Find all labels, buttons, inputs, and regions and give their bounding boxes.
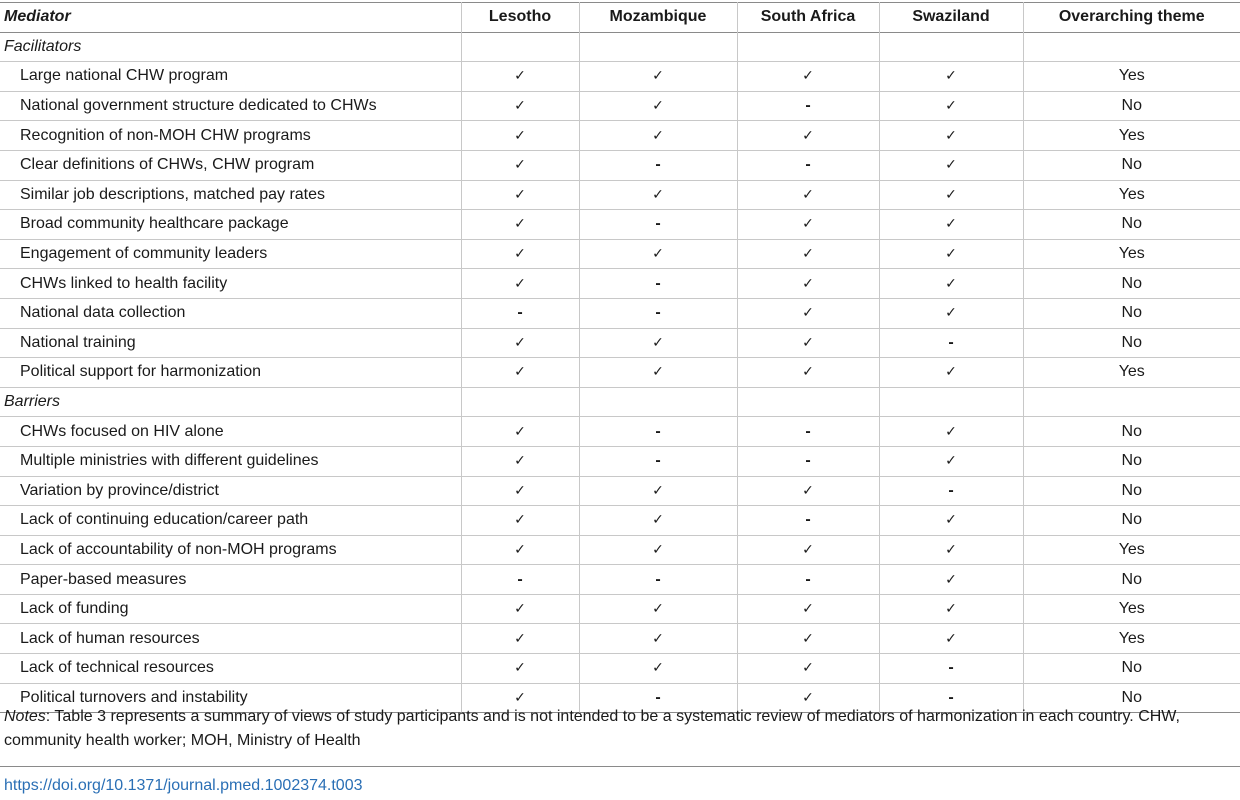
check-icon: ✓	[652, 127, 664, 144]
country-cell	[579, 446, 737, 476]
country-cell	[737, 417, 879, 447]
theme-value: Yes	[1118, 540, 1145, 558]
check-icon: ✓	[945, 364, 957, 381]
country-cell	[579, 210, 737, 240]
theme-value: No	[1121, 304, 1142, 322]
mediator-name: Lack of technical resources	[20, 659, 214, 677]
country-cell	[579, 121, 737, 151]
column-header: South Africa	[737, 3, 879, 33]
theme-value: No	[1121, 156, 1142, 174]
check-icon: ✓	[802, 186, 814, 203]
check-icon: ✓	[514, 68, 526, 85]
country-cell	[737, 269, 879, 299]
country-cell	[737, 180, 879, 210]
country-cell	[737, 624, 879, 654]
country-cell	[579, 358, 737, 388]
column-header: Swaziland	[879, 3, 1023, 33]
country-cell	[461, 565, 579, 595]
check-icon: ✓	[514, 186, 526, 203]
check-icon: ✓	[514, 157, 526, 174]
country-cell	[879, 476, 1023, 506]
country-cell	[737, 476, 879, 506]
table-row	[0, 269, 1240, 299]
dash-mark: -	[948, 688, 954, 706]
check-icon: ✓	[945, 186, 957, 203]
country-cell	[579, 594, 737, 624]
country-cell	[879, 91, 1023, 121]
check-icon: ✓	[945, 541, 957, 558]
check-icon: ✓	[802, 689, 814, 706]
theme-cell	[1023, 210, 1240, 240]
column-header: Mozambique	[579, 3, 737, 33]
check-icon: ✓	[945, 98, 957, 115]
check-icon: ✓	[802, 275, 814, 292]
country-cell	[579, 654, 737, 684]
theme-value: Yes	[1118, 600, 1145, 618]
dash-mark: -	[655, 156, 661, 174]
check-icon: ✓	[652, 630, 664, 647]
country-cell	[461, 417, 579, 447]
empty-cell	[737, 387, 879, 417]
country-cell	[879, 594, 1023, 624]
theme-cell	[1023, 358, 1240, 388]
theme-cell	[1023, 624, 1240, 654]
check-icon: ✓	[802, 246, 814, 263]
country-cell	[879, 624, 1023, 654]
mediator-name: Variation by province/district	[20, 481, 219, 499]
theme-cell	[1023, 328, 1240, 358]
country-cell	[579, 624, 737, 654]
country-cell	[879, 446, 1023, 476]
check-icon: ✓	[802, 216, 814, 233]
check-icon: ✓	[652, 246, 664, 263]
check-icon: ✓	[514, 275, 526, 292]
mediator-name: Lack of continuing education/career path	[20, 511, 309, 529]
check-icon: ✓	[514, 660, 526, 677]
check-icon: ✓	[652, 186, 664, 203]
table-row	[0, 654, 1240, 684]
check-icon: ✓	[945, 453, 957, 470]
table-notes	[4, 705, 1230, 753]
check-icon: ✓	[514, 453, 526, 470]
check-icon: ✓	[945, 630, 957, 647]
table-row	[0, 446, 1240, 476]
country-cell	[879, 150, 1023, 180]
check-icon: ✓	[652, 98, 664, 115]
theme-cell	[1023, 535, 1240, 565]
country-cell	[579, 535, 737, 565]
country-cell	[879, 269, 1023, 299]
country-cell	[879, 565, 1023, 595]
theme-cell	[1023, 121, 1240, 151]
dash-mark: -	[948, 659, 954, 677]
country-cell	[737, 565, 879, 595]
country-cell	[737, 150, 879, 180]
country-cell	[461, 239, 579, 269]
empty-cell	[579, 32, 737, 62]
table-row	[0, 417, 1240, 447]
country-cell	[461, 654, 579, 684]
theme-cell	[1023, 594, 1240, 624]
table-row	[0, 150, 1240, 180]
country-cell	[461, 180, 579, 210]
country-cell	[579, 150, 737, 180]
mediator-name: Clear definitions of CHWs, CHW program	[20, 156, 315, 174]
country-cell	[461, 121, 579, 151]
theme-value: Yes	[1118, 67, 1145, 85]
dash-mark: -	[655, 570, 661, 588]
empty-cell	[1023, 32, 1240, 62]
check-icon: ✓	[514, 246, 526, 263]
country-cell	[737, 91, 879, 121]
country-cell	[737, 654, 879, 684]
country-cell	[579, 417, 737, 447]
country-cell	[879, 62, 1023, 92]
country-cell	[737, 506, 879, 536]
dash-mark: -	[655, 215, 661, 233]
table-row	[0, 594, 1240, 624]
theme-value: No	[1121, 422, 1142, 440]
country-cell	[737, 328, 879, 358]
country-cell	[879, 654, 1023, 684]
dash-mark: -	[805, 570, 811, 588]
check-icon: ✓	[652, 334, 664, 351]
table-body	[0, 32, 1240, 713]
check-icon: ✓	[514, 482, 526, 499]
dash-mark: -	[655, 688, 661, 706]
table-row	[0, 298, 1240, 328]
table-row	[0, 476, 1240, 506]
notes-text: : Table 3 represents a summary of views of study participants and is not intended to be a systematic review of mediators of harmonization in each country. CHW, community health worker; MOH, Ministry of Health	[4, 708, 1180, 749]
check-icon: ✓	[514, 541, 526, 558]
country-cell	[737, 62, 879, 92]
country-cell	[579, 239, 737, 269]
check-icon: ✓	[514, 512, 526, 529]
country-cell	[737, 121, 879, 151]
check-icon: ✓	[514, 334, 526, 351]
country-cell	[879, 535, 1023, 565]
country-cell	[879, 239, 1023, 269]
theme-value: No	[1121, 333, 1142, 351]
country-cell	[879, 506, 1023, 536]
empty-cell	[879, 32, 1023, 62]
mediator-name: Large national CHW program	[20, 67, 229, 85]
theme-value: No	[1121, 570, 1142, 588]
country-cell	[737, 210, 879, 240]
country-cell	[579, 328, 737, 358]
country-cell	[461, 328, 579, 358]
theme-value: Yes	[1118, 126, 1145, 144]
theme-value: Yes	[1118, 363, 1145, 381]
check-icon: ✓	[802, 127, 814, 144]
theme-cell	[1023, 269, 1240, 299]
check-icon: ✓	[802, 660, 814, 677]
country-cell	[737, 358, 879, 388]
country-cell	[737, 446, 879, 476]
theme-value: No	[1121, 511, 1142, 529]
check-icon: ✓	[514, 364, 526, 381]
theme-cell	[1023, 565, 1240, 595]
section-title: Barriers	[4, 393, 61, 411]
country-cell	[737, 594, 879, 624]
check-icon: ✓	[802, 541, 814, 558]
column-header-mediator: Mediator	[4, 8, 71, 26]
table-row	[0, 358, 1240, 388]
dash-mark: -	[655, 422, 661, 440]
theme-value: No	[1121, 452, 1142, 470]
mediator-name: Lack of human resources	[20, 629, 200, 647]
section-row	[0, 32, 1240, 62]
check-icon: ✓	[802, 630, 814, 647]
notes-label: Notes	[4, 708, 46, 725]
dash-mark: -	[655, 274, 661, 292]
country-cell	[879, 121, 1023, 151]
country-cell	[461, 446, 579, 476]
country-cell	[461, 535, 579, 565]
mediator-name: CHWs focused on HIV alone	[20, 422, 224, 440]
dash-mark: -	[805, 511, 811, 529]
empty-cell	[1023, 387, 1240, 417]
check-icon: ✓	[514, 216, 526, 233]
mediator-name: Lack of funding	[20, 600, 129, 618]
mediator-name: Recognition of non-MOH CHW programs	[20, 126, 311, 144]
footer-divider	[0, 766, 1240, 767]
check-icon: ✓	[802, 334, 814, 351]
mediator-name: Similar job descriptions, matched pay rates	[20, 185, 326, 203]
mediator-name: National training	[20, 333, 136, 351]
check-icon: ✓	[652, 660, 664, 677]
theme-cell	[1023, 62, 1240, 92]
check-icon: ✓	[652, 364, 664, 381]
country-cell	[579, 269, 737, 299]
country-cell	[461, 62, 579, 92]
theme-cell	[1023, 506, 1240, 536]
theme-cell	[1023, 446, 1240, 476]
theme-value: No	[1121, 659, 1142, 677]
check-icon: ✓	[652, 482, 664, 499]
dash-mark: -	[655, 304, 661, 322]
mediators-table	[0, 2, 1240, 713]
dash-mark: -	[805, 452, 811, 470]
country-cell	[879, 417, 1023, 447]
mediator-name: National government structure dedicated to CHWs	[20, 97, 377, 115]
check-icon: ✓	[652, 601, 664, 618]
check-icon: ✓	[945, 68, 957, 85]
check-icon: ✓	[945, 423, 957, 440]
check-icon: ✓	[802, 305, 814, 322]
empty-cell	[461, 387, 579, 417]
mediator-name: Multiple ministries with different guidelines	[20, 452, 319, 470]
country-cell	[461, 476, 579, 506]
table-row	[0, 565, 1240, 595]
check-icon: ✓	[945, 246, 957, 263]
check-icon: ✓	[945, 275, 957, 292]
table-row	[0, 121, 1240, 151]
check-icon: ✓	[802, 601, 814, 618]
check-icon: ✓	[945, 512, 957, 529]
table-row	[0, 180, 1240, 210]
country-cell	[579, 298, 737, 328]
country-cell	[461, 269, 579, 299]
check-icon: ✓	[514, 127, 526, 144]
check-icon: ✓	[514, 689, 526, 706]
dash-mark: -	[805, 156, 811, 174]
section-title: Facilitators	[4, 37, 82, 55]
country-cell	[461, 624, 579, 654]
check-icon: ✓	[514, 423, 526, 440]
mediator-name: Paper-based measures	[20, 570, 187, 588]
country-cell	[879, 210, 1023, 240]
theme-value: No	[1121, 688, 1142, 706]
check-icon: ✓	[945, 305, 957, 322]
check-icon: ✓	[945, 216, 957, 233]
country-cell	[579, 91, 737, 121]
table-row	[0, 239, 1240, 269]
country-cell	[461, 358, 579, 388]
theme-cell	[1023, 298, 1240, 328]
check-icon: ✓	[945, 571, 957, 588]
mediator-name: CHWs linked to health facility	[20, 274, 228, 292]
theme-value: Yes	[1118, 629, 1145, 647]
country-cell	[461, 91, 579, 121]
dash-mark: -	[805, 97, 811, 115]
mediator-name: Broad community healthcare package	[20, 215, 289, 233]
theme-cell	[1023, 150, 1240, 180]
table-container	[0, 2, 1240, 713]
dash-mark: -	[948, 481, 954, 499]
dash-mark: -	[948, 333, 954, 351]
empty-cell	[737, 32, 879, 62]
theme-value: Yes	[1118, 185, 1145, 203]
theme-cell	[1023, 476, 1240, 506]
theme-value: No	[1121, 97, 1142, 115]
country-cell	[461, 298, 579, 328]
dash-mark: -	[517, 304, 523, 322]
table-row	[0, 91, 1240, 121]
mediator-name: Lack of accountability of non-MOH programs	[20, 540, 337, 558]
theme-value: No	[1121, 274, 1142, 292]
theme-value: No	[1121, 481, 1142, 499]
table-header-row	[0, 3, 1240, 33]
country-cell	[737, 239, 879, 269]
table-row	[0, 535, 1240, 565]
table-row	[0, 506, 1240, 536]
mediator-name: Political support for harmonization	[20, 363, 262, 381]
check-icon: ✓	[652, 68, 664, 85]
check-icon: ✓	[514, 601, 526, 618]
country-cell	[737, 535, 879, 565]
theme-cell	[1023, 91, 1240, 121]
check-icon: ✓	[514, 630, 526, 647]
country-cell	[579, 476, 737, 506]
table-row	[0, 328, 1240, 358]
theme-cell	[1023, 239, 1240, 269]
check-icon: ✓	[802, 68, 814, 85]
doi-link[interactable]: https://doi.org/10.1371/journal.pmed.1002374.t003	[4, 777, 363, 794]
country-cell	[879, 298, 1023, 328]
mediator-name: National data collection	[20, 304, 186, 322]
table-row	[0, 62, 1240, 92]
theme-cell	[1023, 654, 1240, 684]
check-icon: ✓	[802, 482, 814, 499]
check-icon: ✓	[945, 157, 957, 174]
section-row	[0, 387, 1240, 417]
country-cell	[579, 565, 737, 595]
empty-cell	[461, 32, 579, 62]
country-cell	[879, 358, 1023, 388]
check-icon: ✓	[514, 98, 526, 115]
country-cell	[461, 150, 579, 180]
dash-mark: -	[655, 452, 661, 470]
mediator-name: Political turnovers and instability	[20, 688, 248, 706]
country-cell	[461, 506, 579, 536]
check-icon: ✓	[945, 601, 957, 618]
theme-value: No	[1121, 215, 1142, 233]
country-cell	[737, 298, 879, 328]
country-cell	[879, 328, 1023, 358]
country-cell	[461, 594, 579, 624]
column-header: Overarching theme	[1023, 3, 1240, 33]
country-cell	[579, 180, 737, 210]
empty-cell	[579, 387, 737, 417]
theme-cell	[1023, 417, 1240, 447]
check-icon: ✓	[945, 127, 957, 144]
theme-cell	[1023, 180, 1240, 210]
country-cell	[579, 506, 737, 536]
table-row	[0, 624, 1240, 654]
theme-value: Yes	[1118, 245, 1145, 263]
column-header: Lesotho	[461, 3, 579, 33]
check-icon: ✓	[802, 364, 814, 381]
country-cell	[579, 62, 737, 92]
check-icon: ✓	[652, 512, 664, 529]
check-icon: ✓	[652, 541, 664, 558]
country-cell	[879, 180, 1023, 210]
dash-mark: -	[517, 570, 523, 588]
country-cell	[461, 210, 579, 240]
mediator-name: Engagement of community leaders	[20, 245, 268, 263]
empty-cell	[879, 387, 1023, 417]
table-row	[0, 210, 1240, 240]
dash-mark: -	[805, 422, 811, 440]
